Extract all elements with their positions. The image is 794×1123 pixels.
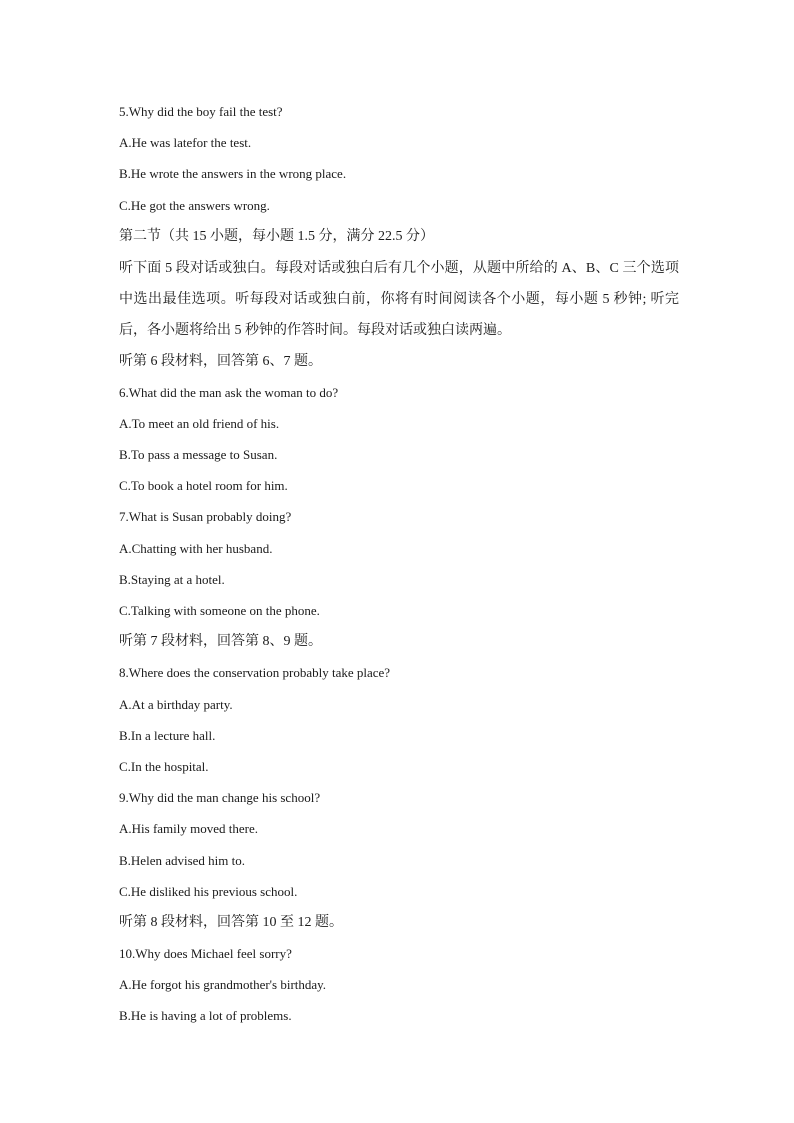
option-7b: B.Staying at a hotel.: [119, 571, 225, 587]
option-10a: A.He forgot his grandmother's birthday.: [119, 977, 327, 993]
option-5b: B.He wrote the answers in the wrong place.: [119, 166, 347, 182]
exam-content: [119, 101, 689, 1037]
question-5: 5.Why did the boy fail the test?: [119, 104, 283, 119]
option-8b: B.In a lecture hall.: [119, 727, 216, 743]
option-6b: B.To pass a message to Susan.: [119, 447, 278, 463]
option-7a: A.Chatting with her husband.: [119, 540, 273, 556]
option-5c: C.He got the answers wrong.: [119, 197, 270, 213]
material-7-heading: 听第 7 段材料，回答第 8、9 题。: [119, 634, 322, 650]
option-5a: A.He was latefor the test.: [119, 135, 252, 151]
material-8-heading: 听第 8 段材料，回答第 10 至 12 题。: [119, 914, 343, 930]
option-8c: C.In the hospital.: [119, 758, 209, 774]
question-7: 7.What is Susan probably doing?: [119, 509, 292, 525]
option-9c: C.He disliked his previous school.: [119, 883, 298, 899]
option-9a: A.His family moved there.: [119, 821, 258, 837]
question-9: 9.Why did the man change his school?: [119, 790, 321, 806]
question-6: 6.What did the man ask the woman to do?: [119, 384, 339, 400]
question-8: 8.Where does the conservation probably take place?: [119, 665, 391, 681]
material-6-heading: 听第 6 段材料，回答第 6、7 题。: [119, 353, 322, 369]
question-10: 10.Why does Michael feel sorry?: [119, 946, 292, 962]
option-8a: A.At a birthday party.: [119, 696, 233, 712]
option-9b: B.Helen advised him to.: [119, 852, 246, 868]
option-10b: B.He is having a lot of problems.: [119, 1008, 292, 1024]
option-6a: A.To meet an old friend of his.: [119, 415, 280, 431]
option-6c: C.To book a hotel room for him.: [119, 478, 288, 494]
option-7c: C.Talking with someone on the phone.: [119, 603, 320, 619]
section-instructions: 听下面 5 段对话或独白。每段对话或独白后有几个小题，从题中所给的 A、B、C 三个选项中选出最佳选项。听每段对话或独白前，你将有时间阅读各个小题，每小题 5 秒钟; 听完后，各小题将给出 5 秒钟的作答时间。每段对话或独白读两遍。: [119, 260, 679, 339]
section-2-heading: 第二节（共 15 小题，每小题 1.5 分，满分 22.5 分）: [119, 228, 434, 244]
